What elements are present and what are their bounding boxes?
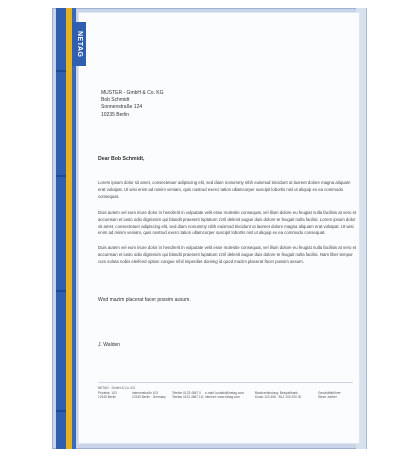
spine-notch bbox=[56, 410, 66, 412]
footer-text: 12345 Berlin · Germany bbox=[132, 395, 166, 400]
address-name: Bob Schmidt bbox=[101, 97, 130, 104]
footer-text: e-mail: kontakt@netag.com bbox=[205, 390, 244, 395]
footer-col-3 bbox=[172, 391, 204, 400]
folder-spine bbox=[56, 8, 66, 449]
footer-divider bbox=[98, 382, 353, 383]
folder-spine-inner bbox=[72, 8, 76, 449]
footer-text: Internetstraße 103 bbox=[132, 390, 159, 395]
letter-closing: Wod mazim placerat facer possim assum. bbox=[98, 297, 191, 303]
footer-text: internet: www.netag.com bbox=[205, 395, 240, 400]
letter-paragraph-1: Lorem ipsum dolor sit amet, consectetuer adipiscing elit, sed diam nonummy nibh euismod tincidunt ut laoreet dolore magna aliquam erat volutpat. Ut wisi enim ad minim veniam, quis nostrud exerci tation ullamcorper suscipit lobortis nisl ut aliquip ex ea commodo consequat. bbox=[98, 180, 351, 199]
footer-col-4 bbox=[205, 391, 244, 400]
footer-text: Konto 123 456 · BLZ 100 200 30 bbox=[255, 395, 302, 400]
address-company: MUSTER - GmbH & Co. KG bbox=[101, 90, 164, 96]
spine-notch bbox=[56, 290, 66, 292]
footer-text: 12345 Berlin bbox=[98, 395, 116, 400]
letter-signature: J. Walden bbox=[98, 342, 121, 348]
address-city: 10235 Berlin bbox=[101, 111, 130, 118]
spine-notch bbox=[56, 175, 66, 177]
footer-text: Telefax 0123 4567 111 bbox=[172, 395, 204, 400]
address-street: Sonnenstraße 124 bbox=[101, 104, 143, 111]
footer-text: Telefon 0123 4567 0 bbox=[172, 390, 201, 395]
footer-col-2 bbox=[132, 391, 166, 400]
recipient-address bbox=[101, 90, 164, 119]
footer-text: NETAG · GmbH & Co. KG bbox=[98, 386, 136, 390]
footer-col-1 bbox=[98, 386, 135, 400]
footer-text: Geschäftsführer bbox=[318, 390, 341, 395]
footer-text: Privatstr. 103 bbox=[98, 390, 117, 395]
spine-notch bbox=[56, 70, 66, 72]
letter-paragraph-3: Duis autem vel eum iriure dolor in hendrerit in vulputate velit esse molestie consequat, vel illum dolore eu feugiat nulla facilisis at vero et accumsan et iusto odio dignissim qui blandit praesent luptatum zzril delenit augue duis dolore te feugait nulla facilisi. Nam liber tempor cum soluta nobis eleifend option congue nihil imperdiet doming id quod mazim placerat facer possim assum. bbox=[98, 245, 357, 264]
letter-salutation: Dear Bob Schmidt, bbox=[98, 156, 145, 162]
footer-text: Bankverbindung: Beispielbank bbox=[255, 390, 298, 395]
letter-paragraph-2: Duis autem vel eum iriure dolor in hendrerit in vulputate velit esse molestie consequat, vel illum dolore eu feugiat nulla facilisis at vero et accumsan et iusto odio dignissim qui blandit praesent luptatum zzril delenit augue duis dolore te feugait nulla facilisi. Lorem ipsum dolor sit amet, consectetuer adipiscing elit, sed diam nonummy nibh euismod tincidunt ut laoreet dolore magna aliquam erat volutpat. Ut wisi enim ad minim veniam, quis nostrud exerci tation ullamcorper suscipit lobortis nisl ut aliquip ex ea commodo consequat. bbox=[98, 210, 357, 236]
footer-col-5 bbox=[255, 391, 301, 400]
footer-col-6 bbox=[318, 391, 341, 400]
company-logo: NETAG bbox=[72, 22, 86, 66]
footer-text: Steve Jobber bbox=[318, 395, 337, 400]
